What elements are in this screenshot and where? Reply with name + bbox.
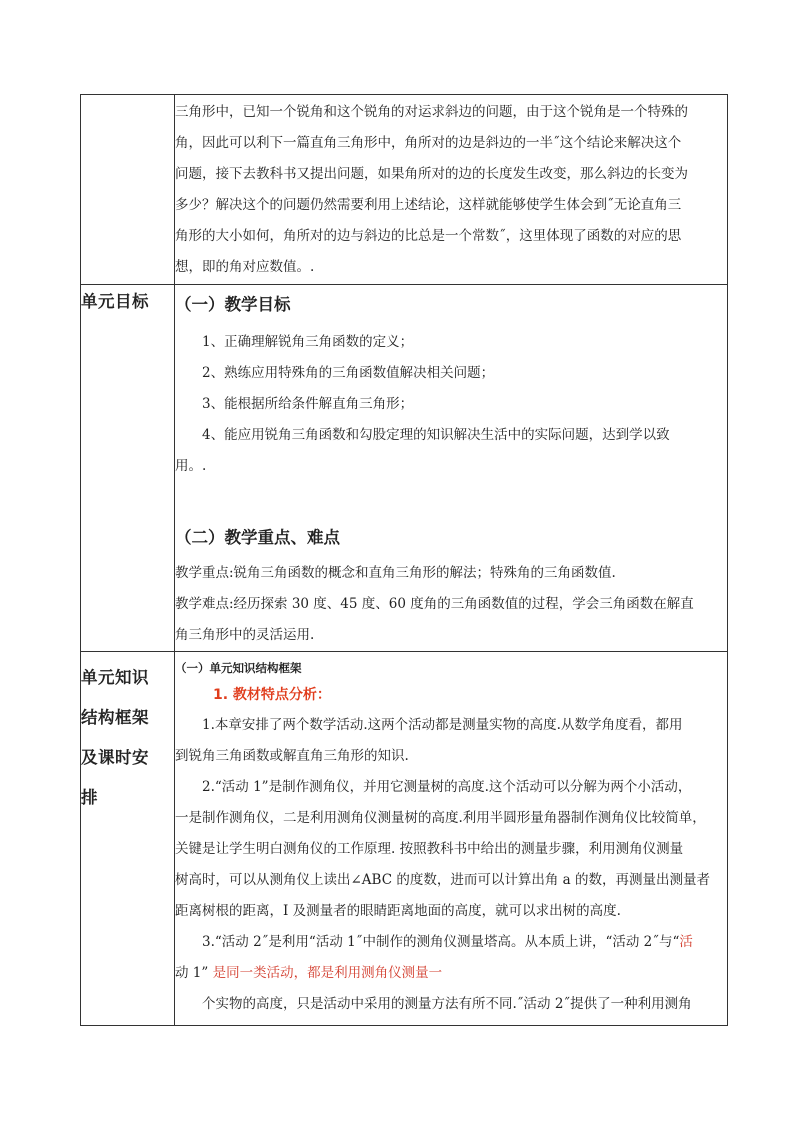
text-segment: 3.“活动 2˝是利用“活动 1˝中制作的测角仪测量塔高。从本质上讲，“活动 2˝与“: [202, 934, 680, 950]
text-line: 2.“活动 1”是制作测角仪，并用它测量树的高度.这个活动可以分解为两个小活动，: [202, 779, 692, 795]
row-label-empty: [81, 95, 175, 285]
unit-goals-label: 单元目标: [81, 292, 149, 311]
text-line: [175, 927, 727, 958]
text-line: 关键是让学生明白测角仪的工作原理. 按照教科书中给出的测量步骤，利用测角仪测量: [175, 841, 684, 857]
text-line: 想，即的角对应数值。.: [175, 259, 315, 275]
text-line: [175, 958, 727, 989]
section-heading-structure: （一）单元知识结构框架: [175, 661, 302, 675]
text-segment-red: 活: [679, 934, 693, 950]
unit-goals-content: [175, 285, 728, 652]
subheading-textbook-analysis: 1. 教材特点分析：: [213, 687, 331, 703]
text-segment-red: 是同一类活动，都是利用测角仪测量一: [208, 965, 443, 981]
text-line: 角形的大小如何，角所对的边与斜边的比总是一个常数˝，这里体现了函数的对应的思: [175, 228, 682, 244]
goal-item: 2、熟练应用特殊角的三角函数值解决相关问题；: [202, 365, 495, 381]
section-heading-teaching-goals: （一）教学目标: [175, 295, 291, 314]
goal-item: 3、能根据所给条件解直角三角形；: [202, 396, 414, 412]
label-line: 及课时安: [81, 748, 149, 767]
goal-item-continuation: 用。.: [175, 458, 207, 474]
table-row: [81, 95, 728, 285]
row-label-unit-goals: [81, 285, 175, 652]
text-line: 角，因此可以利下一篇直角三角形中，角所对的边是斜边的一半˝这个结论来解决这个: [175, 135, 682, 151]
key-point-text: 教学重点:锐角三角函数的概念和直角三角形的解法；特殊角的三角函数值.: [175, 565, 616, 581]
row-label-knowledge-structure: [81, 652, 175, 1026]
text-segment: 动 1”: [175, 965, 209, 981]
label-line: 单元知识: [81, 668, 149, 687]
section-heading-key-points: （二）教学重点、难点: [175, 528, 340, 547]
table-row: [81, 285, 728, 652]
knowledge-structure-content: [175, 652, 728, 1026]
text-line: 三角形中，已知一个锐角和这个锐角的对运求斜边的问题，由于这个锐角是一个特殊的: [175, 104, 688, 120]
goal-item: 1、正确理解锐角三角函数的定义；: [202, 334, 414, 350]
text-line: 1.本章安排了两个数学活动.这两个活动都是测量实物的高度.从数学角度看，都用: [202, 717, 683, 733]
lesson-plan-table: [80, 94, 728, 1026]
text-line: 一是制作测角仪，二是利用测角仪测量树的高度.利用半圆形量角器制作测角仪比较简单，: [175, 810, 706, 826]
table-row: [81, 652, 728, 1026]
text-line: 多少？解决这个的问题仍然需要利用上述结论，这样就能够使学生体会到˝无论直角三: [175, 197, 682, 213]
difficult-point-text: 角三角形中的灵活运用.: [175, 627, 315, 643]
label-line: 结构框架: [81, 708, 149, 727]
text-line: 问题，接下去教科书又提出问题，如果角所对的边的长度发生改变，那么斜边的长变为: [175, 166, 688, 182]
label-line: 排: [81, 788, 98, 807]
text-line: 树高时，可以从测角仪上读出∠ABC 的度数，进而可以计算出角 a 的数，再测量出测量者: [175, 872, 710, 888]
text-line: 距离树根的距离，I 及测量者的眼睛距离地面的高度，就可以求出树的高度.: [175, 903, 621, 919]
goal-item: 4、能应用锐角三角函数和勾股定理的知识解决生活中的实际问题，达到学以致: [202, 427, 670, 443]
difficult-point-text: 教学难点:经历探索 30 度、45 度、60 度角的三角函数值的过程，学会三角函数在解直: [175, 596, 694, 612]
text-line: 个实物的高度，只是活动中采用的测量方法有所不同.˝活动 2˝提供了一种利用测角: [202, 996, 692, 1012]
text-line: 到锐角三角函数或解直角三角形的知识.: [175, 748, 409, 764]
analysis-content: [175, 95, 728, 285]
spacer: [175, 482, 727, 520]
